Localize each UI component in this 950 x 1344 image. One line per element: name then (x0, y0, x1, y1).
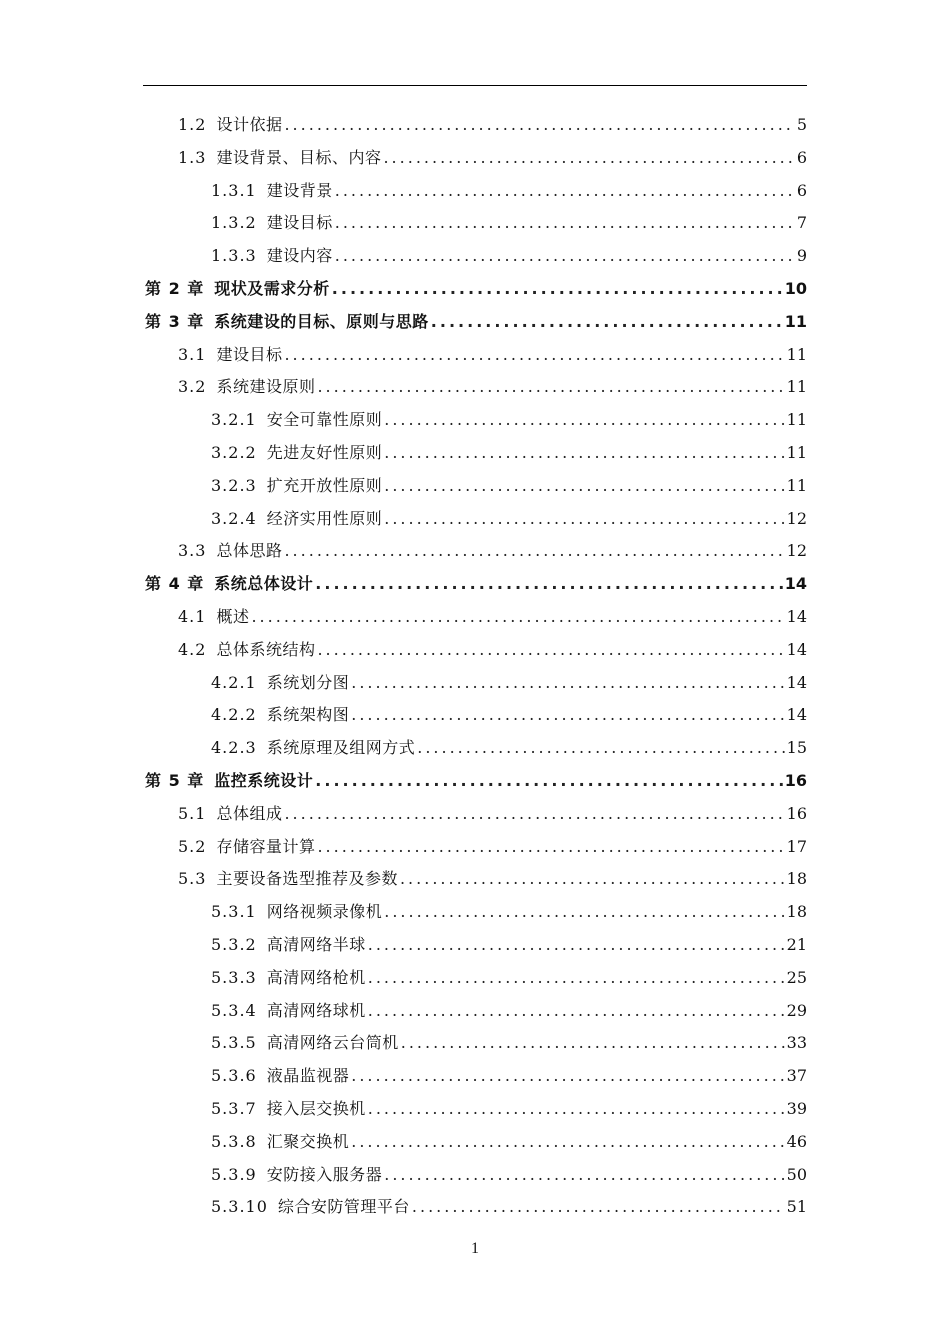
toc-entry-page: 12 (786, 541, 807, 561)
toc-entry-number: 5.3.10 (211, 1197, 268, 1217)
toc-entry[interactable] (211, 176, 807, 206)
toc-entry-number: 3.2.3 (211, 475, 257, 495)
toc-dot-leader (351, 700, 784, 730)
toc-entry-page: 25 (786, 967, 807, 987)
toc-dot-leader (351, 668, 784, 698)
toc-dot-leader (284, 340, 784, 370)
toc-entry-title: 安全可靠性原则 (266, 410, 383, 430)
toc-entry[interactable] (178, 799, 807, 829)
toc-entry-number: 5.3.9 (211, 1164, 257, 1184)
toc-dot-leader (368, 996, 785, 1026)
toc-entry[interactable] (178, 536, 807, 566)
toc-entry-page: 18 (786, 869, 807, 889)
toc-dot-leader (401, 1028, 785, 1058)
toc-entry-title: 安防接入服务器 (266, 1164, 383, 1184)
toc-entry-title: 概述 (216, 607, 250, 626)
toc-dot-leader (431, 307, 783, 337)
toc-dot-leader (384, 504, 784, 534)
toc-dot-leader (284, 799, 784, 829)
toc-entry-page: 11 (784, 311, 807, 331)
toc-dot-leader (383, 143, 794, 173)
toc-dot-leader (400, 864, 785, 894)
toc-entry-number: 5.2 (178, 836, 207, 856)
toc-entry-number: 4.2.2 (211, 705, 257, 725)
toc-entry-page: 14 (786, 705, 807, 725)
toc-entry[interactable] (178, 864, 807, 894)
toc-entry-page: 14 (786, 672, 807, 692)
toc-entry-page: 15 (786, 738, 807, 758)
toc-entry-page: 6 (796, 147, 807, 167)
toc-entry[interactable] (178, 635, 807, 665)
toc-dot-leader (284, 536, 784, 566)
toc-entry-title: 液晶监视器 (266, 1066, 350, 1086)
toc-entry-page: 29 (786, 1000, 807, 1020)
toc-entry[interactable] (178, 340, 807, 370)
toc-entry-page: 37 (786, 1066, 807, 1086)
toc-dot-leader (315, 766, 782, 796)
toc-entry[interactable] (178, 832, 807, 862)
toc-entry-number: 4.2.1 (211, 672, 257, 692)
toc-dot-leader (417, 733, 784, 763)
toc-dot-leader (335, 176, 795, 206)
toc-entry[interactable] (178, 372, 807, 402)
toc-dot-leader (351, 1061, 784, 1091)
toc-entry-title: 系统建设的目标、原则与思路 (214, 311, 429, 331)
toc-entry-page: 14 (786, 607, 807, 626)
toc-dot-leader (351, 1127, 784, 1157)
toc-dot-leader (384, 897, 784, 927)
toc-entry[interactable] (211, 1192, 807, 1222)
toc-entry[interactable] (211, 405, 807, 435)
toc-entry[interactable] (211, 438, 807, 468)
toc-entry-title: 接入层交换机 (266, 1099, 366, 1118)
toc-entry-title: 网络视频录像机 (266, 902, 383, 922)
toc-entry[interactable] (145, 307, 807, 337)
toc-entry-page: 11 (786, 410, 807, 430)
toc-entry-number: 3.2.4 (211, 508, 257, 528)
toc-dot-leader (412, 1192, 785, 1222)
toc-entry-number: 第 3 章 (145, 311, 205, 331)
toc-entry[interactable] (211, 1061, 807, 1091)
toc-entry-title: 系统划分图 (266, 672, 350, 692)
toc-entry[interactable] (211, 471, 807, 501)
toc-entry-title: 系统建设原则 (216, 377, 316, 397)
toc-dot-leader (384, 471, 784, 501)
toc-entry-number: 5.3.6 (211, 1066, 257, 1086)
toc-dot-leader (284, 110, 794, 140)
toc-entry-number: 3.1 (178, 344, 207, 364)
toc-entry-number: 1.3.1 (211, 180, 257, 200)
toc-entry-title: 主要设备选型推荐及参数 (216, 869, 398, 889)
toc-entry-title: 汇聚交换机 (266, 1131, 350, 1151)
toc-entry-number: 5.3.8 (211, 1131, 257, 1151)
toc-entry[interactable] (211, 930, 807, 960)
toc-dot-leader (368, 930, 785, 960)
toc-entry-title: 综合安防管理平台 (277, 1197, 410, 1217)
toc-entry-number: 3.2.2 (211, 443, 257, 462)
toc-entry-number: 1.3.3 (211, 246, 257, 266)
toc-entry-title: 总体组成 (216, 803, 283, 823)
toc-entry[interactable] (211, 1094, 807, 1124)
toc-entry-page: 5 (796, 115, 807, 134)
toc-entry-number: 1.2 (178, 115, 207, 134)
toc-dot-leader (335, 208, 795, 238)
toc-entry[interactable] (178, 602, 807, 632)
toc-entry-page: 10 (784, 279, 807, 298)
page-number: 1 (471, 1240, 479, 1257)
toc-entry[interactable] (145, 766, 807, 796)
toc-entry-number: 3.2.1 (211, 410, 257, 430)
toc-entry-number: 5.3.7 (211, 1099, 257, 1118)
toc-entry-title: 扩充开放性原则 (266, 475, 383, 495)
toc-entry-number: 5.3.5 (211, 1033, 257, 1053)
toc-entry-page: 11 (786, 377, 807, 397)
toc-entry-page: 17 (786, 836, 807, 856)
toc-entry-number: 5.3 (178, 869, 207, 889)
toc-entry-page: 12 (786, 508, 807, 528)
toc-entry-number: 4.2 (178, 639, 207, 659)
toc-entry-page: 11 (786, 475, 807, 495)
toc-entry-number: 第 2 章 (145, 279, 205, 298)
toc-entry-title: 经济实用性原则 (266, 508, 383, 528)
toc-entry-title: 建设内容 (266, 246, 333, 266)
toc-entry-number: 5.1 (178, 803, 207, 823)
toc-entry-title: 建设背景 (266, 180, 333, 200)
toc-entry-page: 21 (786, 935, 807, 954)
toc-entry-title: 系统架构图 (266, 705, 350, 725)
toc-entry-title: 系统总体设计 (214, 574, 314, 594)
toc-entry-title: 建设目标 (266, 213, 333, 233)
toc-entry-title: 总体系统结构 (216, 639, 316, 659)
toc-entry[interactable] (211, 504, 807, 534)
toc-entry[interactable] (211, 733, 807, 763)
toc-entry-page: 6 (796, 180, 807, 200)
toc-entry[interactable] (211, 700, 807, 730)
toc-entry[interactable] (211, 963, 807, 993)
toc-dot-leader (332, 274, 783, 304)
toc-entry-number: 5.3.4 (211, 1000, 257, 1020)
toc-entry[interactable] (145, 569, 807, 599)
toc-entry-page: 9 (796, 246, 807, 266)
toc-dot-leader (368, 963, 785, 993)
toc-entry-title: 建设目标 (216, 344, 283, 364)
toc-entry-number: 5.3.1 (211, 902, 257, 922)
toc-entry-page: 7 (796, 213, 807, 233)
toc-entry[interactable] (211, 1028, 807, 1058)
toc-dot-leader (251, 602, 784, 632)
toc-entry-page: 14 (784, 574, 807, 594)
toc-entry-number: 3.3 (178, 541, 207, 561)
toc-entry-title: 高清网络球机 (266, 1000, 366, 1020)
toc-dot-leader (384, 1160, 784, 1190)
header-rule (143, 85, 807, 86)
toc-entry-number: 5.3.2 (211, 935, 257, 954)
toc-entry-page: 39 (786, 1099, 807, 1118)
toc-entry-number: 5.3.3 (211, 967, 257, 987)
toc-entry-page: 16 (786, 803, 807, 823)
toc-entry-number: 第 5 章 (145, 771, 205, 790)
toc-entry-page: 16 (784, 771, 807, 790)
toc-entry[interactable] (211, 1160, 807, 1190)
toc-entry-title: 系统原理及组网方式 (266, 738, 416, 758)
toc-entry-title: 高清网络云台筒机 (266, 1033, 399, 1053)
toc-entry-title: 监控系统设计 (214, 771, 314, 790)
toc-entry[interactable] (211, 241, 807, 271)
toc-dot-leader (335, 241, 795, 271)
toc-entry-page: 46 (786, 1131, 807, 1151)
toc-dot-leader (384, 405, 784, 435)
toc-entry-page: 14 (786, 639, 807, 659)
toc-dot-leader (384, 438, 784, 468)
toc-entry-page: 18 (786, 902, 807, 922)
toc-entry-title: 建设背景、目标、内容 (216, 147, 382, 167)
toc-entry-page: 11 (786, 344, 807, 364)
toc-entry-title: 现状及需求分析 (214, 279, 330, 298)
toc-entry-number: 4.1 (178, 607, 207, 626)
toc-entry[interactable] (211, 208, 807, 238)
toc-entry[interactable] (211, 668, 807, 698)
toc-entry-number: 1.3.2 (211, 213, 257, 233)
toc-dot-leader (315, 569, 782, 599)
toc-entry-title: 先进友好性原则 (266, 443, 383, 462)
toc-dot-leader (317, 635, 784, 665)
toc-entry-page: 33 (786, 1033, 807, 1053)
toc-entry-title: 总体思路 (216, 541, 283, 561)
toc-entry[interactable] (211, 996, 807, 1026)
toc-entry-page: 11 (786, 443, 807, 462)
toc-entry-title: 高清网络半球 (266, 935, 366, 954)
toc-entry[interactable] (145, 274, 807, 304)
toc-entry-number: 3.2 (178, 377, 207, 397)
toc-dot-leader (368, 1094, 785, 1124)
toc-entry-title: 设计依据 (216, 115, 283, 134)
toc-entry[interactable] (211, 897, 807, 927)
toc-entry-number: 第 4 章 (145, 574, 205, 594)
toc-entry-title: 高清网络枪机 (266, 967, 366, 987)
toc-entry-page: 50 (786, 1164, 807, 1184)
toc-entry[interactable] (178, 110, 807, 140)
toc-entry-page: 51 (786, 1197, 807, 1217)
toc-entry[interactable] (178, 143, 807, 173)
toc-entry[interactable] (211, 1127, 807, 1157)
toc-entry-title: 存储容量计算 (216, 836, 316, 856)
toc-entry-number: 4.2.3 (211, 738, 257, 758)
toc-entry-number: 1.3 (178, 147, 207, 167)
toc-dot-leader (317, 372, 784, 402)
toc-dot-leader (317, 832, 784, 862)
